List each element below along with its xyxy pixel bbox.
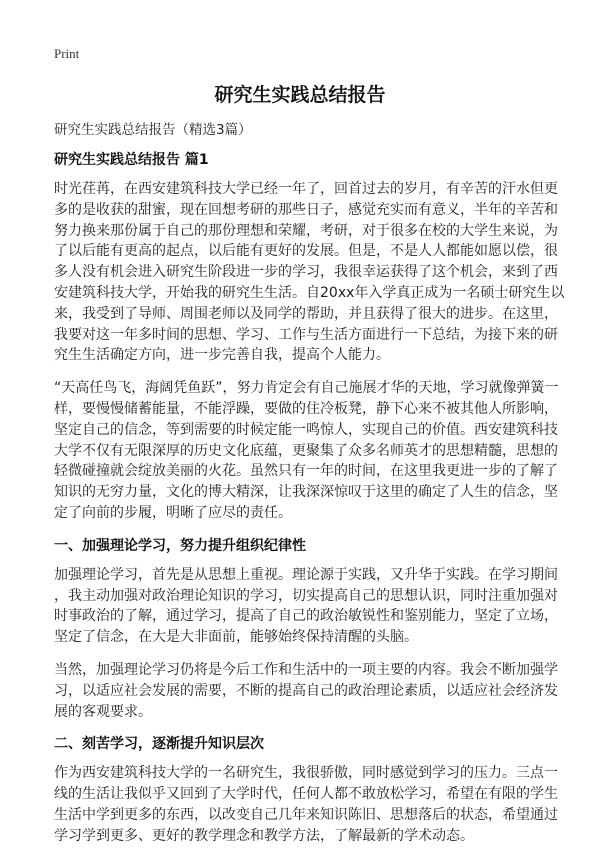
paragraph-line: 来，我受到了导师、周围老师以及同学的帮助，并且获得了很大的进步。在这里， [54, 305, 558, 322]
paragraph-line: 作为西安建筑科技大学的一名研究生，我很骄傲，同时感觉到学习的压力。三点一 [54, 765, 558, 782]
section-heading: 研究生实践总结报告 篇1 [54, 152, 209, 168]
paragraph-line: 学习学到更多、更好的教学理念和教学方法，了解最新的学术动态。 [54, 827, 474, 844]
paragraph-line: 轻微碰撞就会绽放美丽的火花。虽然只有一年的时间，在这里我更进一步的了解了 [54, 463, 558, 480]
paragraph-line: 生活中学到更多的东西，以改变自己几年来知识陈旧、思想落后的状态，希望通过 [54, 806, 558, 823]
paragraph-line: 样，要慢慢储蓄能量，不能浮躁，要做的住冷板凳，静下心来不被其他人所影响， [54, 400, 558, 417]
page-title: 研究生实践总结报告 [214, 84, 386, 106]
paragraph-line: 定了向前的步履，明晰了应尽的责任。 [54, 504, 292, 521]
paragraph-line: 时事政治的了解，通过学习，提高了自己的政治敏锐性和鉴别能力，坚定了立场， [54, 608, 558, 625]
print-link[interactable]: Print [54, 46, 80, 61]
paragraph [54, 179, 565, 366]
paragraph-line: 了以后能有更高的起点，以后能有更好的发展。但是，不是人人都能如愿以偿，很 [54, 243, 558, 260]
section-heading: 一、加强理论学习，努力提升组织纪律性 [54, 537, 306, 554]
paragraph-line: 究生生活确定方向，进一步完善自我，提高个人能力。 [54, 347, 390, 364]
paragraph-line: 努力换来那份属于自己的那份理想和荣耀，考研，对于很多在校的大学生来说，为 [54, 222, 558, 239]
paragraph-line: ，我主动加强对政治理论知识的学习，切实提高自己的思想认识，同时注重加强对 [54, 587, 558, 604]
paragraph-line: 多人没有机会进入研究生阶段进一步的学习，我很幸运获得了这个机会，来到了西 [54, 264, 558, 281]
document-body [54, 120, 565, 859]
paragraph-line: 我要对这一年多时间的思想、学习、工作与生活方面进行一下总结，为接下来的研 [54, 326, 558, 343]
paragraph-line: 安建筑科技大学，开始我的研究生生活。自20xx年入学真正成为一名硕士研究生以 [54, 284, 565, 301]
paragraph [54, 378, 559, 524]
paragraph-line: 习，以适应社会发展的需要，不断的提高自己的政治理论素质，以适应社会经济发 [54, 682, 558, 699]
paragraph-line: 线的生活让我似乎又回到了大学时代，任何人都不敢放松学习，希望在有限的学生 [54, 786, 558, 803]
paragraph-line: 大学不仅有无限深厚的历史文化底蕴，更聚集了众多名师英才的思想精髓，思想的 [54, 442, 558, 459]
paragraph-line: 当然，加强理论学习仍将是今后工作和生活中的一项主要的内容。我会不断加强学 [54, 661, 558, 678]
paragraph [54, 660, 558, 722]
paragraph-line: 时光荏苒，在西安建筑科技大学已经一年了，回首过去的岁月，有辛苦的汗水但更 [54, 181, 558, 197]
document-subtitle: 研究生实践总结报告（精选3篇） [54, 122, 252, 138]
paragraph-line: 多的是收获的甜蜜，现在回想考研的那些日子，感觉充实而有意义，半年的辛苦和 [54, 201, 558, 218]
paragraph [54, 565, 558, 648]
paragraph-line: 坚定自己的信念，等到需要的时候定能一鸣惊人，实现自己的价值。西安建筑科技 [54, 421, 558, 438]
paragraph-line: 知识的无穷力量，文化的博大精深，让我深深惊叹于这里的确定了人生的信念，坚 [54, 484, 558, 501]
paragraph-line: 加强理论学习，首先是从思想上重视。理论源于实践，又升华于实践。在学习期间 [54, 566, 558, 583]
paragraph [54, 763, 558, 846]
section-heading: 二、刻苦学习，逐渐提升知识层次 [54, 736, 264, 753]
paragraph-line: 展的客观要求。 [54, 703, 152, 720]
paragraph-line: 坚定了信念，在大是大非面前，能够始终保持清醒的头脑。 [54, 629, 418, 646]
paragraph-line: “天高任鸟飞，海阔凭鱼跃”，努力肯定会有自己施展才华的天地，学习就像弹簧一 [54, 380, 559, 397]
